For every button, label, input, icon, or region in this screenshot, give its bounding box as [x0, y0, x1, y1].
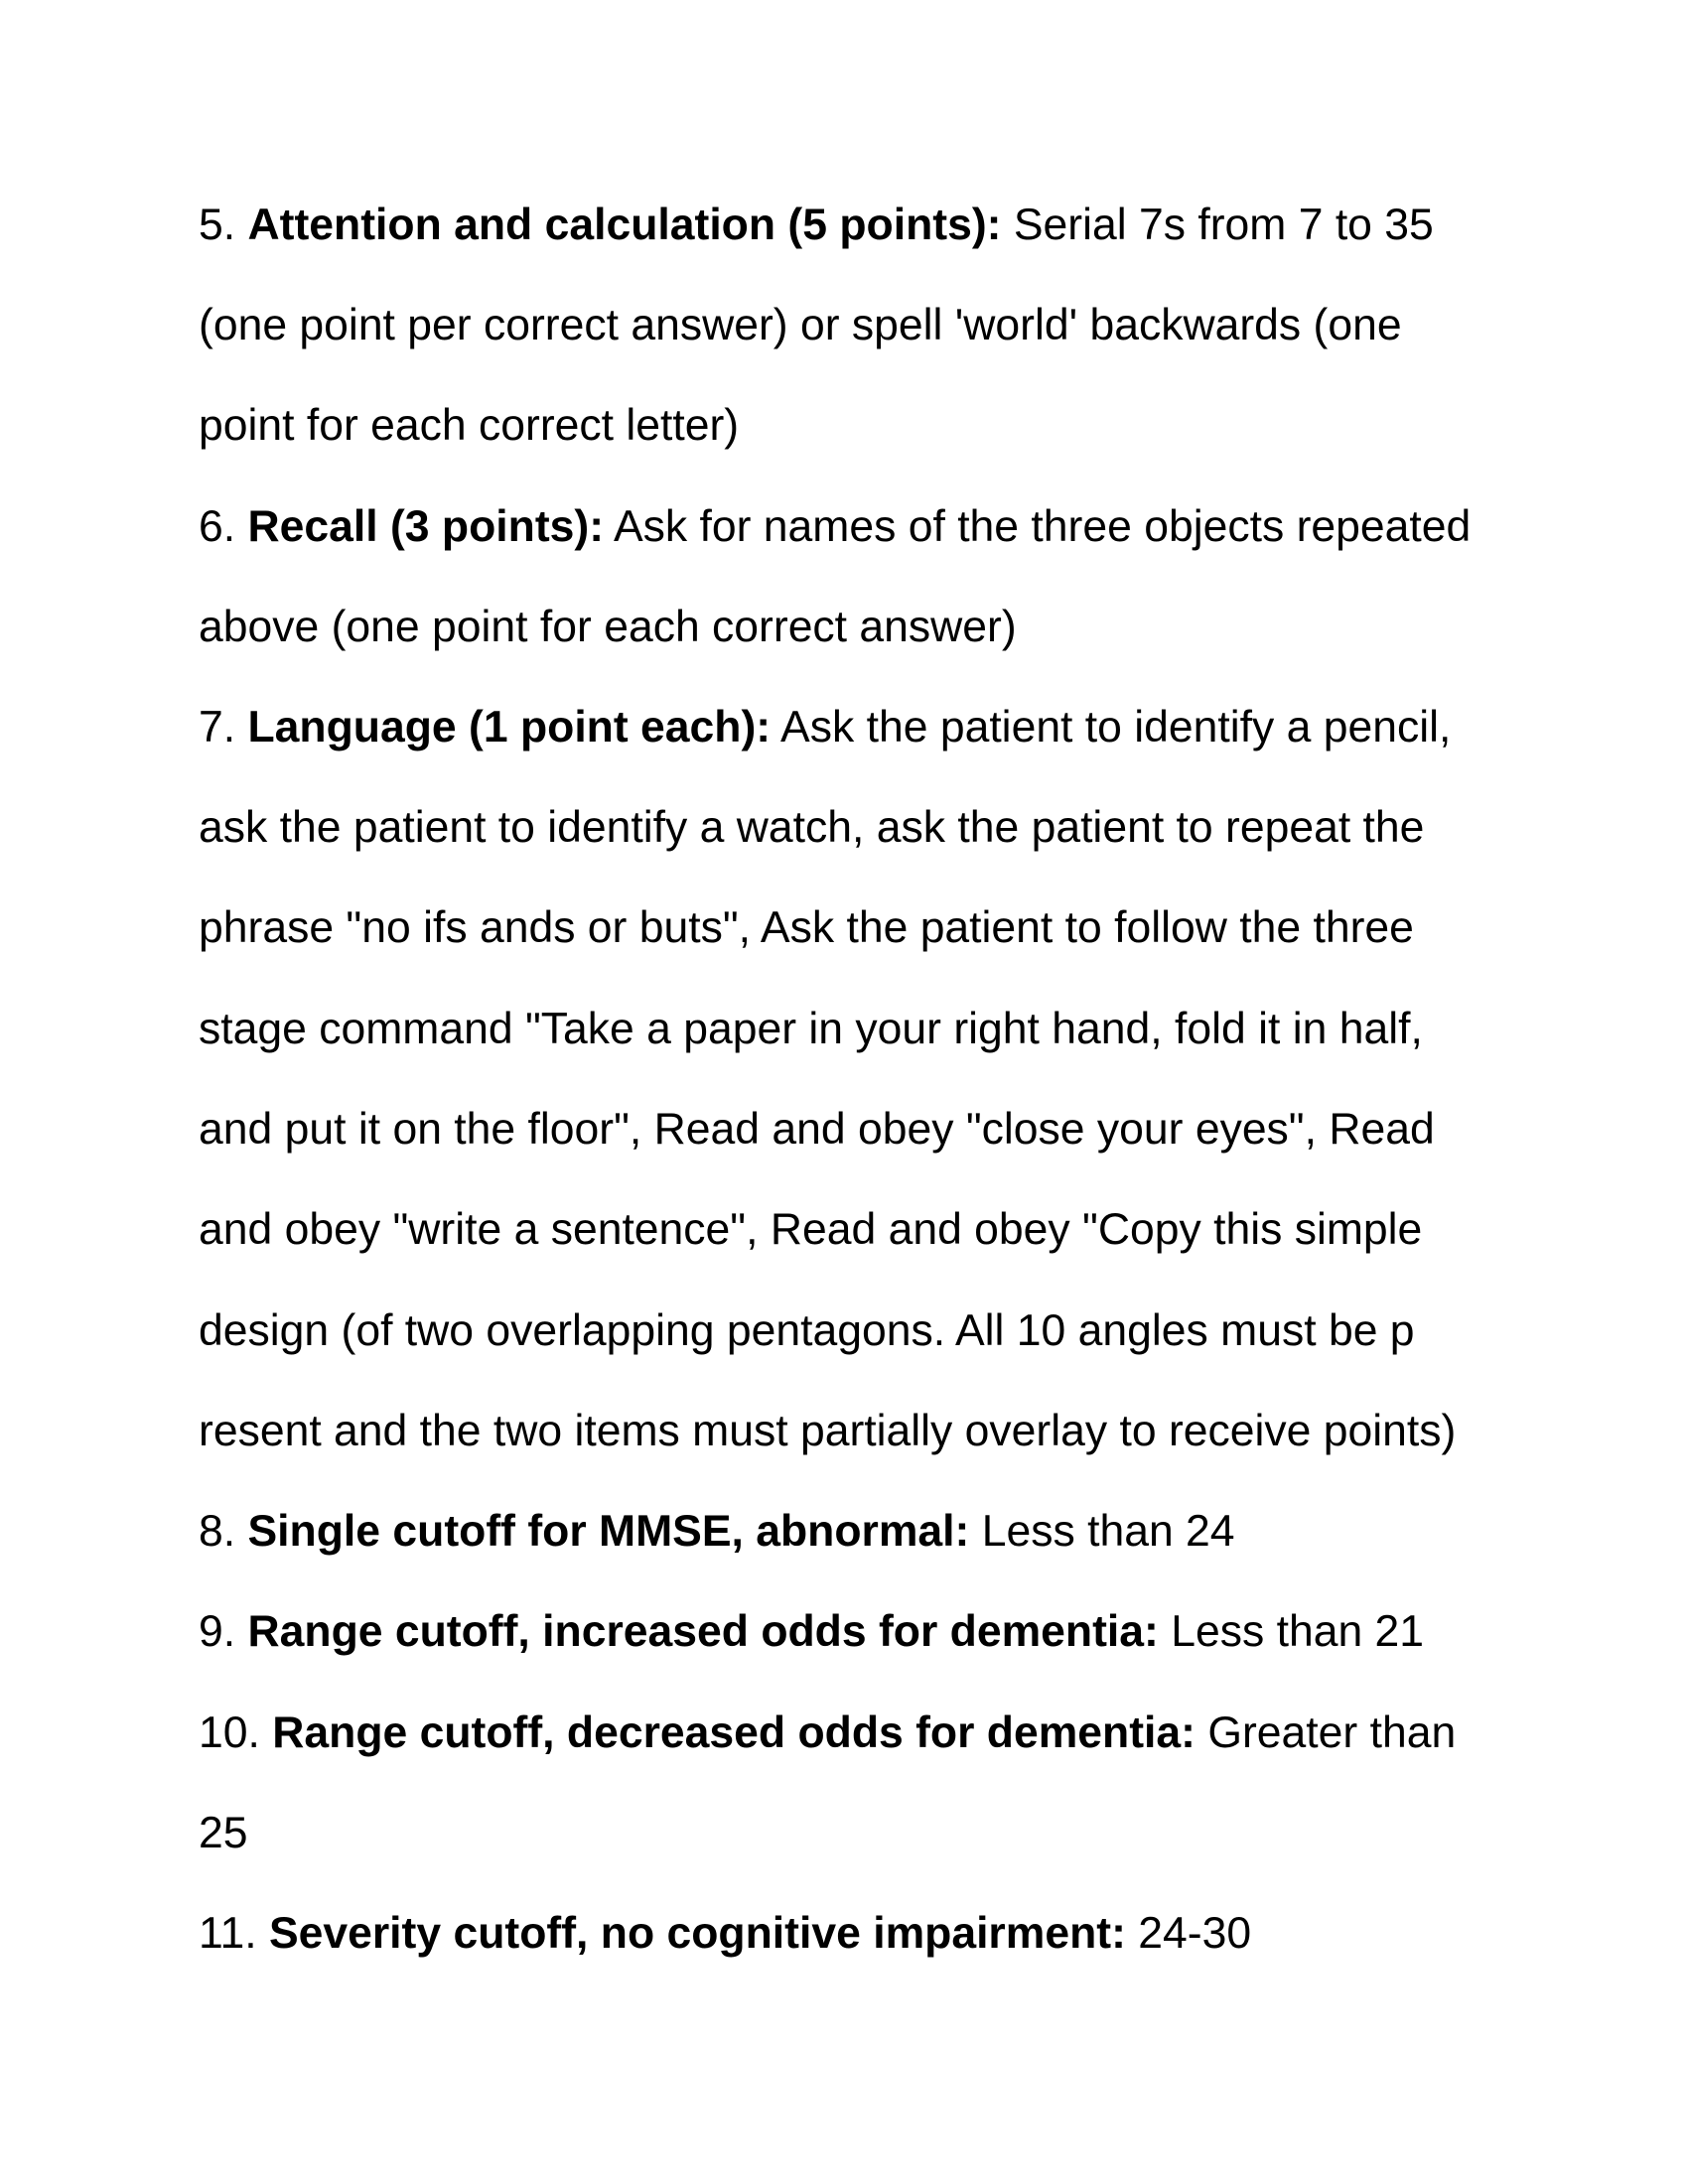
- item-6-line-2: [199, 603, 1509, 651]
- item-7-line-4: [199, 1005, 1509, 1053]
- item-7-line-6: [199, 1205, 1509, 1254]
- item-text: 25: [199, 1809, 248, 1857]
- item-heading: Language (1 point each):: [247, 703, 772, 751]
- item-number: 5.: [199, 201, 236, 249]
- item-text: point for each correct letter): [199, 401, 740, 450]
- item-text: (one point per correct answer) or spell 'world' backwards (one: [199, 301, 1402, 349]
- item-6-line-1: [199, 502, 1509, 551]
- item-number: 6.: [199, 502, 236, 551]
- item-number: 10.: [199, 1708, 260, 1757]
- item-text: and obey "write a sentence", Read and obey "Copy this simple: [199, 1205, 1423, 1254]
- item-text: ask the patient to identify a watch, ask the patient to repeat the: [199, 803, 1425, 852]
- item-5-line-2: [199, 301, 1509, 349]
- item-10-line-2: [199, 1809, 1509, 1857]
- item-7-line-2: [199, 803, 1509, 852]
- item-heading: Range cutoff, decreased odds for dementia:: [272, 1708, 1196, 1757]
- item-7-line-7: [199, 1306, 1509, 1355]
- item-number: 7.: [199, 703, 236, 751]
- item-number: 8.: [199, 1507, 236, 1556]
- item-text: above (one point for each correct answer): [199, 603, 1017, 651]
- item-7-line-1: [199, 703, 1509, 751]
- item-10-line-1: [199, 1708, 1509, 1757]
- item-5-line-3: [199, 401, 1509, 450]
- item-heading: Attention and calculation (5 points):: [247, 201, 1002, 249]
- item-text: Serial 7s from 7 to 35: [1013, 201, 1434, 249]
- item-text: resent and the two items must partially overlay to receive points): [199, 1407, 1457, 1455]
- item-text: and put it on the floor", Read and obey "close your eyes", Read: [199, 1105, 1435, 1154]
- item-text: Less than 21: [1171, 1607, 1425, 1656]
- item-9-line-1: [199, 1607, 1509, 1656]
- item-number: 9.: [199, 1607, 236, 1656]
- item-7-line-8: [199, 1407, 1509, 1455]
- item-text: phrase "no ifs ands or buts", Ask the patient to follow the three: [199, 903, 1414, 952]
- item-11-line-1: [199, 1909, 1509, 1958]
- item-number: 11.: [199, 1909, 257, 1958]
- item-heading: Single cutoff for MMSE, abnormal:: [247, 1507, 970, 1556]
- item-5-line-1: [199, 201, 1509, 249]
- item-heading: Severity cutoff, no cognitive impairment:: [268, 1909, 1126, 1958]
- item-text: 24-30: [1138, 1909, 1252, 1958]
- item-heading: Range cutoff, increased odds for dementia:: [247, 1607, 1159, 1656]
- item-7-line-5: [199, 1105, 1509, 1154]
- item-7-line-3: [199, 903, 1509, 952]
- item-8-line-1: [199, 1507, 1509, 1556]
- item-text: Less than 24: [981, 1507, 1235, 1556]
- item-heading: Recall (3 points):: [247, 502, 605, 551]
- item-text: design (of two overlapping pentagons. All 10 angles must be p: [199, 1306, 1415, 1355]
- item-text: Ask for names of the three objects repeated: [613, 502, 1472, 551]
- item-text: Ask the patient to identify a pencil,: [780, 703, 1452, 751]
- item-text: Greater than: [1207, 1708, 1457, 1757]
- item-text: stage command "Take a paper in your right hand, fold it in half,: [199, 1005, 1423, 1053]
